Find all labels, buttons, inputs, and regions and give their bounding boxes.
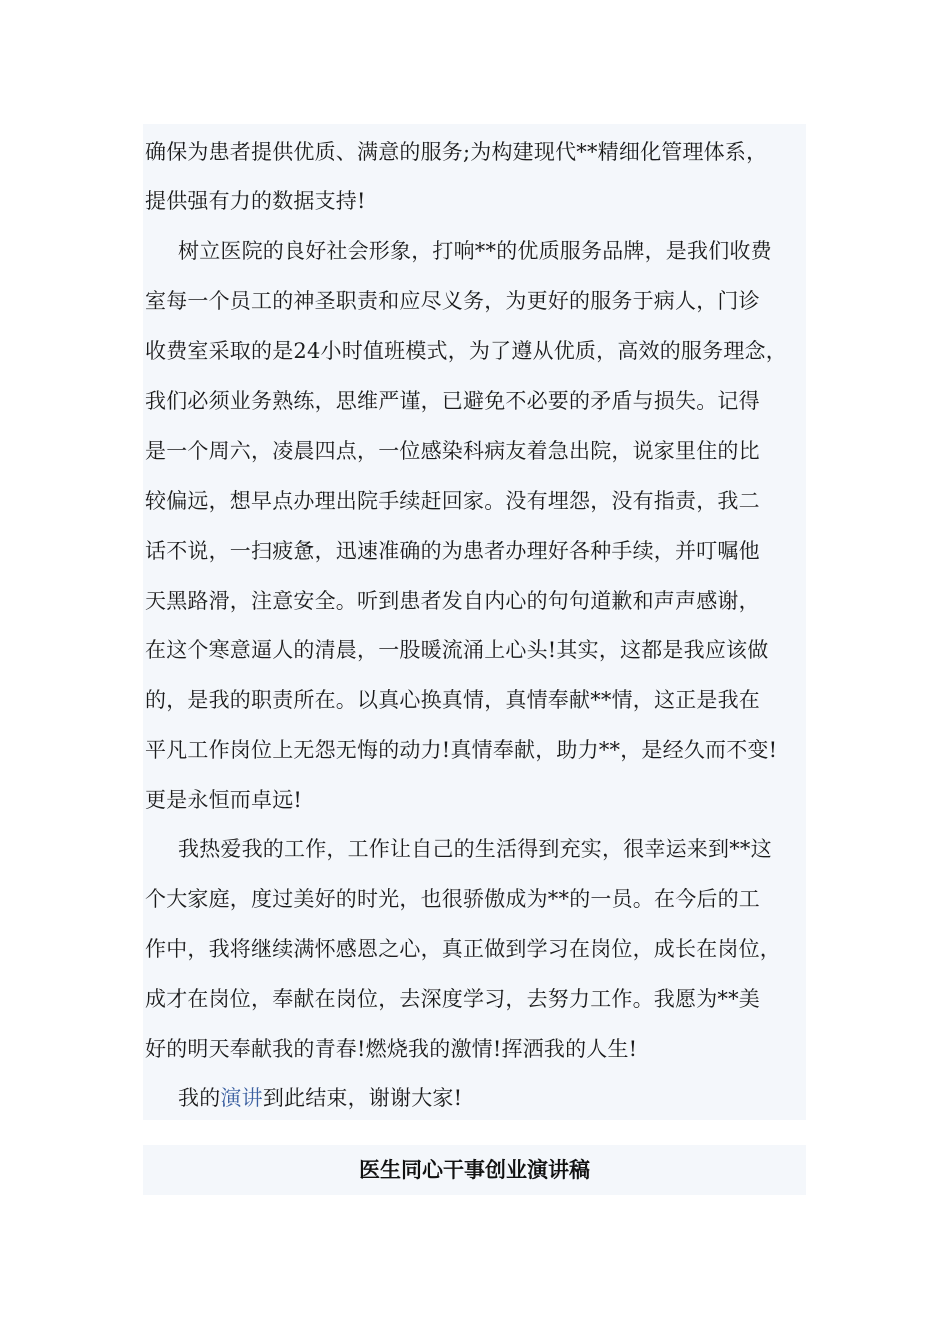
text-line: 更是永恒而卓远! (145, 788, 303, 812)
text-line: 室每一个员工的神圣职责和应尽义务，为更好的服务于病人，门诊 (145, 289, 760, 313)
text-line: 好的明天奉献我的青春!燃烧我的激情!挥洒我的人生! (145, 1037, 638, 1061)
text-line: 成才在岗位，奉献在岗位，去深度学习，去努力工作。我愿为**美 (145, 987, 760, 1011)
text-line: 确保为患者提供优质、满意的服务;为构建现代**精细化管理体系， (145, 140, 768, 164)
text-block-background (143, 124, 806, 1120)
speech-link[interactable]: 演讲 (220, 1086, 263, 1110)
text-line: 平凡工作岗位上无怨无悔的动力!真情奉献，助力**，是经久而不变! (145, 738, 778, 762)
text-line: 收费室采取的是24小时值班模式，为了遵从优质，高效的服务理念， (145, 339, 787, 363)
text-line: 在这个寒意逼人的清晨，一股暖流涌上心头!其实，这都是我应该做 (145, 638, 769, 662)
closing-line (178, 1083, 462, 1113)
text-line: 较偏远，想早点办理出院手续赶回家。没有埋怨，没有指责，我二 (145, 489, 760, 513)
closing-text-after: 到此结束，谢谢大家! (262, 1086, 463, 1110)
text-line: 作中，我将继续满怀感恩之心，真正做到学习在岗位，成长在岗位， (145, 937, 781, 961)
text-line: 我热爱我的工作，工作让自己的生活得到充实，很幸运来到**这 (178, 837, 772, 861)
closing-text-before: 我的 (178, 1086, 221, 1110)
text-line: 的，是我的职责所在。以真心换真情，真情奉献**情，这正是我在 (145, 688, 760, 712)
text-line: 提供强有力的数据支持! (145, 189, 366, 213)
text-line: 我们必须业务熟练，思维严谨，已避免不必要的矛盾与损失。记得 (145, 389, 760, 413)
text-line: 是一个周六，凌晨四点，一位感染科病友着急出院，说家里住的比 (145, 439, 760, 463)
next-article-title: 医生同心干事创业演讲稿 (359, 1158, 590, 1182)
text-line: 树立医院的良好社会形象，打响**的优质服务品牌，是我们收费 (178, 239, 772, 263)
text-line: 个大家庭，度过美好的时光，也很骄傲成为**的一员。在今后的工 (145, 887, 760, 911)
text-line: 话不说，一扫疲惫，迅速准确的为患者办理好各种手续，并叮嘱他 (145, 539, 760, 563)
text-line: 天黑路滑，注意安全。听到患者发自内心的句句道歉和声声感谢， (145, 589, 760, 613)
